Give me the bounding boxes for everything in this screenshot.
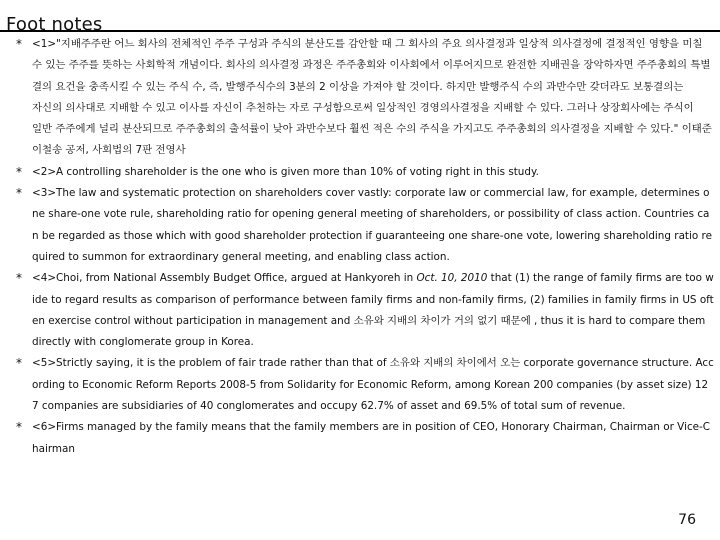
footnote-text-before: <4>Choi, from National Assembly Budget Office, argued at Hankyoreh in [32, 272, 417, 285]
footnote-text-after: that (1) the range of family firms are too wide to regard results as comparison of performance between family firms and non-family firms, (2) families in family firms in US often exercise control without participation in management and 소유와 지배의 차이가 거의 없기 때문에 , thus it is hard to compare them directly with conglomerate group in Korea. [32, 272, 714, 349]
footnote-bullet: * [16, 37, 22, 51]
footnote-1 [10, 34, 714, 162]
footnote-text: <6>Firms managed by the family means that the family members are in position of CEO, Honorary Chairman, Chairman or Vice-Chairman [32, 421, 711, 455]
page-number: 76 [678, 512, 696, 528]
footnote-bullet: * [16, 356, 22, 371]
footnote-6 [10, 417, 714, 460]
footnote-text: <1>"지배주주란 어느 회사의 전체적인 주주 구성과 주식의 분산도를 감안할 때 그 회사의 주요 의사결정과 일상적 의사결정에 결정적인 영향을 미칠 수 있는 주주를 뜻하는 사회학적 개념이다. 회사의 의사결정 과정은 주주총회와 이사회에서 이루어지므로 완전한 지배권을 장악하자면 주주총회의 특별 결의 요건을 충족시킬 수 있는 주식 수, 즉, 발행주식수의 3분의 2 이상을 가져야 할 것이다. 하지만 발행주식 수의 과반수만 갖더라도 보통결의는 자신의 의사대로 지배할 수 있고 이사를 자신이 추천하는 자로 구성함으로써 일상적인 경영의사결정을 지배할 수 있다. 그러나 상장회사에는 주식이 일반 주주에게 널리 분산되므로 주주총회의 출석률이 낮아 과반수보다 훨씬 적은 수의 주식을 가지고도 주주총회의 의사결정을 지배할 수 있다." 이태준 이철송 공저, 사회법의 7판 전영사 [32, 38, 712, 157]
footnote-bullet: * [16, 420, 22, 435]
footnote-text: <3>The law and systematic protection on shareholders cover vastly: corporate law or commercial law, for example, determines one share-one vote rule, shareholding ratio for opening general meeting of shareholders, or possibility of class action. Countries can be regarded as those which with good shareholder protection if guaranteeing one share-one vote, lowering shareholding ratio required to summon for extraordinary general meeting, and enabling class action. [32, 187, 712, 263]
footnote-bullet: * [16, 164, 22, 179]
footnote-date: Oct. 10, 2010 [416, 272, 488, 285]
footnote-bullet: * [16, 186, 22, 201]
title-divider [0, 30, 720, 32]
page-title: Foot notes [6, 14, 103, 36]
footnote-3 [10, 183, 714, 268]
footnote-bullet: * [16, 271, 22, 286]
footnote-4 [10, 268, 714, 353]
footnote-5 [10, 353, 714, 417]
footnote-text: <2>A controlling shareholder is the one who is given more than 10% of voting right in this study. [32, 165, 539, 178]
footnote-text: <5>Strictly saying, it is the problem of fair trade rather than that of 소유와 지배의 차이에서 오는 corporate governance structure. According to Economic Reform Reports 2008-5 from Solidarity for Economic Reform, among Korean 200 companies (by asset size) 127 companies are subsidiaries of 40 conglomerates and occupy 62.7% of asset and 69.5% of total sum of revenue. [32, 357, 714, 413]
footnote-2 [10, 162, 714, 183]
footnote-list [10, 34, 714, 460]
